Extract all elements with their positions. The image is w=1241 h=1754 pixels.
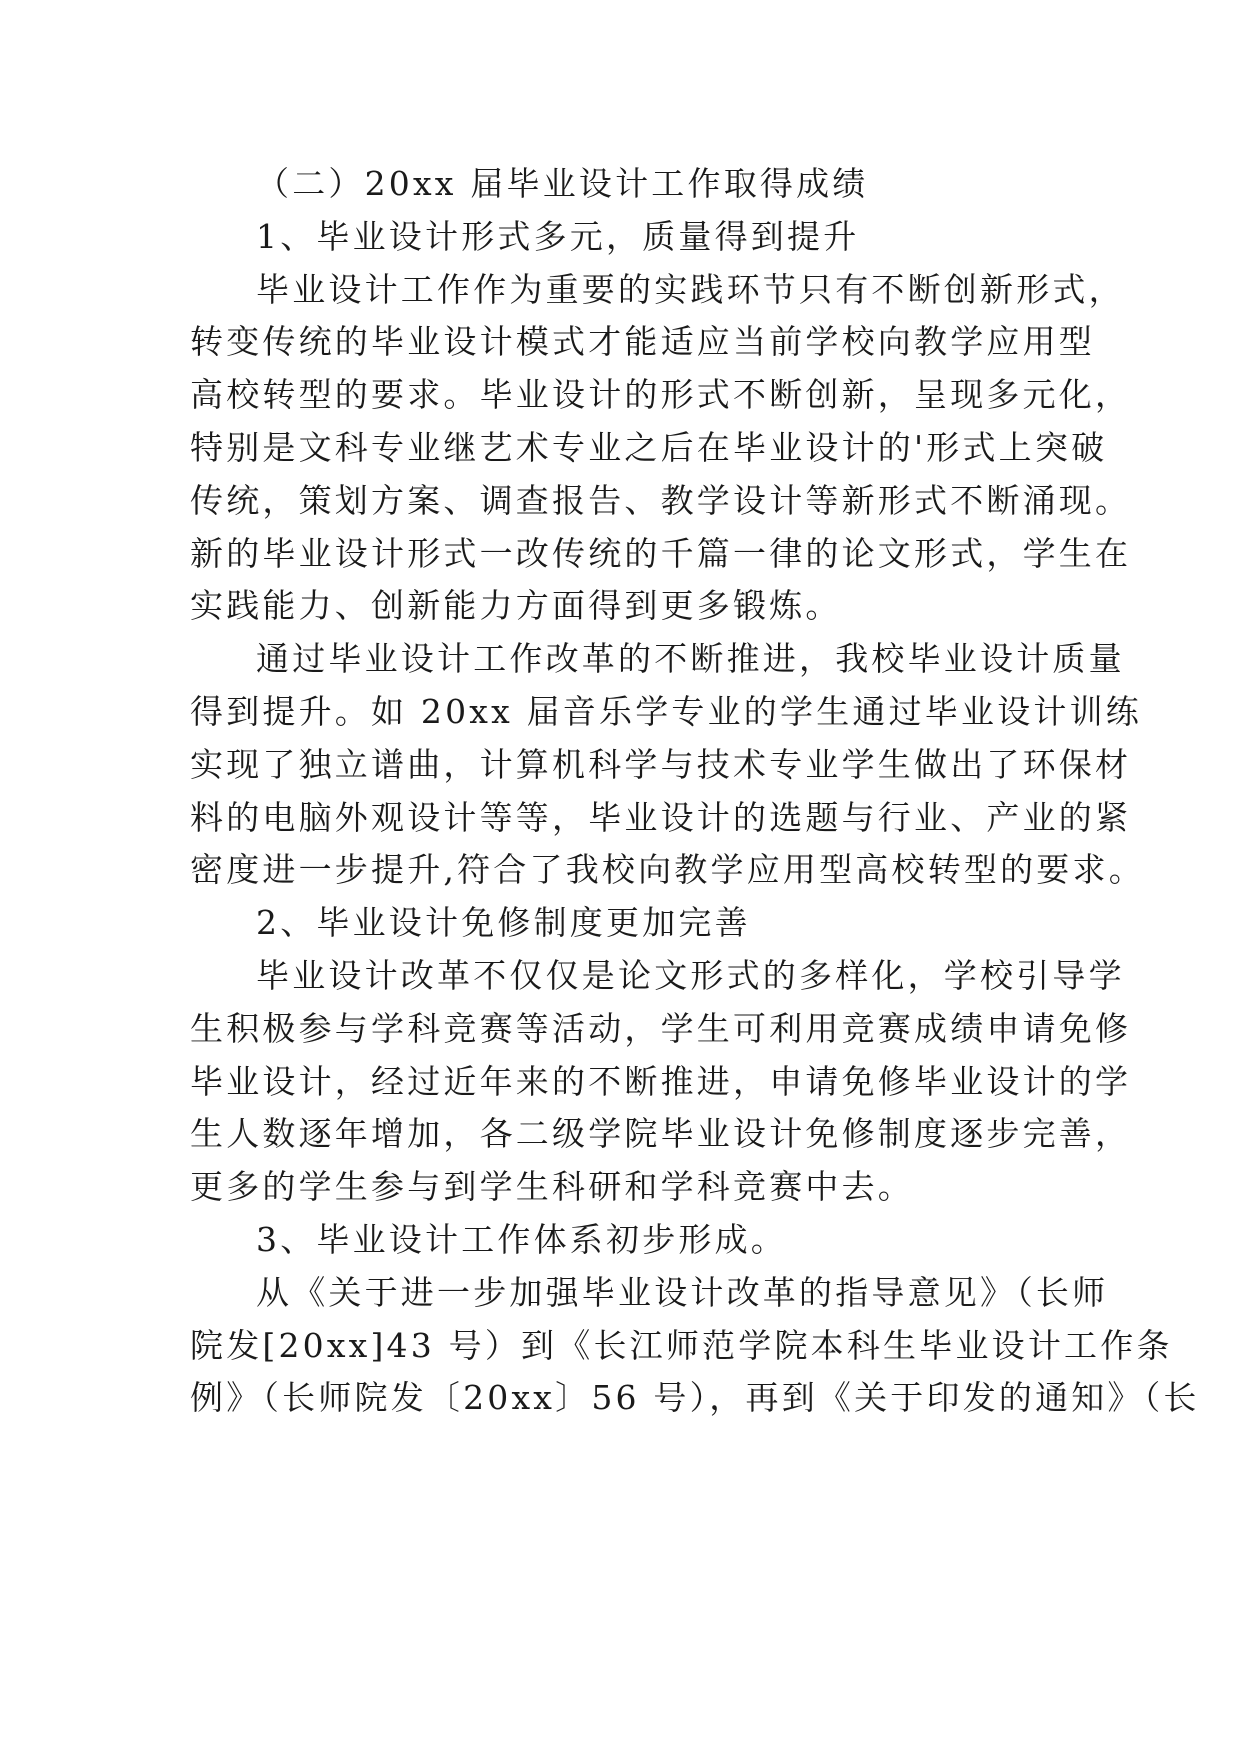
document-line: 毕业设计工作作为重要的实践环节只有不断创新形式， <box>256 269 1125 309</box>
document-line: 毕业设计改革不仅仅是论文形式的多样化，学校引导学 <box>256 955 1125 995</box>
document-body <box>190 158 1200 1425</box>
document-line: 实践能力、创新能力方面得到更多锻炼。 <box>190 586 842 626</box>
document-line: 特别是文科专业继艺术专业之后在毕业设计的'形式上突破 <box>190 427 1108 467</box>
document-line: 院发[20xx]43 号）到《长江师范学院本科生毕业设计工作条 <box>190 1325 1173 1365</box>
document-line: 3、毕业设计工作体系初步形成。 <box>256 1219 787 1259</box>
document-line: 高校转型的要求。毕业设计的形式不断创新，呈现多元化， <box>190 375 1132 415</box>
document-line: 新的毕业设计形式一改传统的千篇一律的论文形式，学生在 <box>190 533 1132 573</box>
document-line: 从《关于进一步加强毕业设计改革的指导意见》（长师 <box>256 1272 1109 1312</box>
document-line: 2、毕业设计免修制度更加完善 <box>256 903 751 943</box>
document-line: 实现了独立谱曲，计算机科学与技术专业学生做出了环保材 <box>190 744 1132 784</box>
document-line: 转变传统的毕业设计模式才能适应当前学校向教学应用型 <box>190 322 1095 362</box>
document-line: 密度进一步提升,符合了我校向教学应用型高校转型的要求。 <box>190 850 1145 890</box>
document-line: 生人数逐年增加，各二级学院毕业设计免修制度逐步完善， <box>190 1114 1132 1154</box>
document-line: 通过毕业设计工作改革的不断推进，我校毕业设计质量 <box>256 639 1125 679</box>
document-line: 1、毕业设计形式多元，质量得到提升 <box>256 216 860 256</box>
document-line: 例》（长师院发〔20xx〕56 号），再到《关于印发的通知》（长 <box>190 1378 1200 1418</box>
document-line: 生积极参与学科竞赛等活动，学生可利用竞赛成绩申请免修 <box>190 1008 1132 1048</box>
document-line: （二）20xx 届毕业设计工作取得成绩 <box>256 164 869 203</box>
document-line: 料的电脑外观设计等等，毕业设计的选题与行业、产业的紧 <box>190 797 1132 837</box>
document-line: 传统，策划方案、调查报告、教学设计等新形式不断涌现。 <box>190 480 1132 520</box>
document-line: 毕业设计，经过近年来的不断推进，申请免修毕业设计的学 <box>190 1061 1132 1101</box>
document-line: 更多的学生参与到学生科研和学科竞赛中去。 <box>190 1167 914 1207</box>
document-line: 得到提升。如 20xx 届音乐学专业的学生通过毕业设计训练 <box>190 691 1142 731</box>
